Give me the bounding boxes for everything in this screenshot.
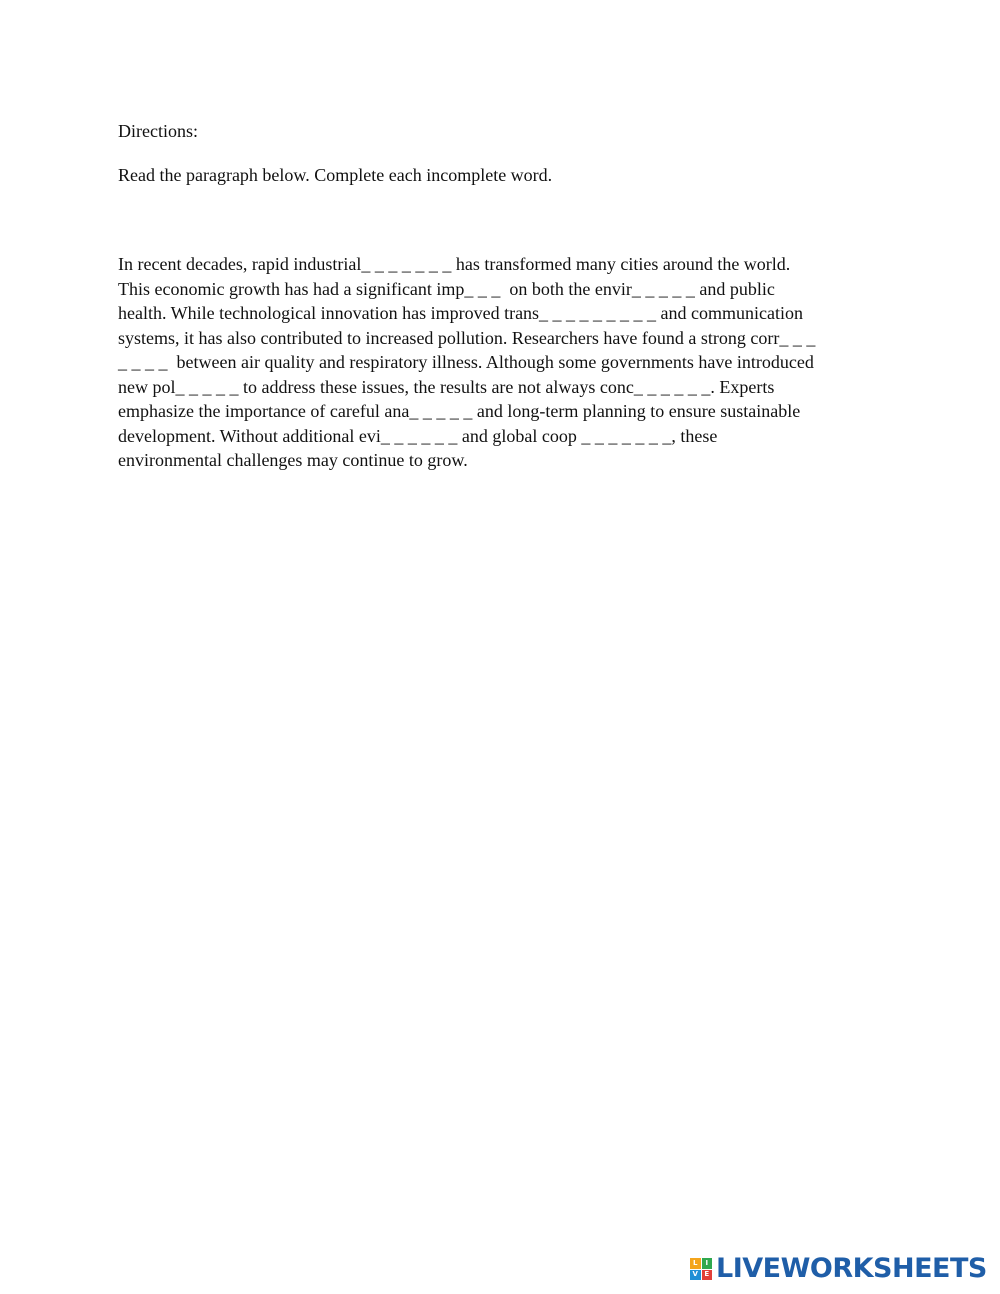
badge-letter-i: I [702,1258,713,1269]
passage-paragraph [118,252,888,473]
passage-line: In recent decades, rapid industrial_ _ _ _ _ _ _ has transformed many cities around the world. [118,254,791,274]
directions-label: Directions: [118,121,198,141]
directions-instruction: Read the paragraph below. Complete each incomplete word. [118,165,553,185]
passage-line: This economic growth has had a significant imp_ _ _ on both the envir_ _ _ _ _ and public [118,278,775,299]
passage-line: health. While technological innovation has improved trans_ _ _ _ _ _ _ _ _ and communication [118,303,804,323]
live-badge-icon [690,1258,712,1280]
liveworksheets-logo [690,1254,987,1284]
passage-line: emphasize the importance of careful ana_ _ _ _ _ and long-term planning to ensure sustainable [118,401,801,421]
passage-line: development. Without additional evi_ _ _ _ _ _ and global coop _ _ _ _ _ _ _, these [118,425,718,446]
logo-wordmark: LIVEWORKSHEETS [716,1253,987,1284]
passage-line: systems, it has also contributed to increased pollution. Researchers have found a strong corr_ _ _ [118,327,816,348]
passage-line: new pol_ _ _ _ _ to address these issues, the results are not always conc_ _ _ _ _ _. Experts [118,376,775,397]
badge-letter-e: E [702,1270,713,1281]
badge-letter-v: V [690,1270,701,1281]
passage-line: _ _ _ _ between air quality and respiratory illness. Although some governments have introduced [118,352,814,372]
badge-letter-l: L [690,1258,701,1269]
passage-line: environmental challenges may continue to grow. [118,450,468,470]
